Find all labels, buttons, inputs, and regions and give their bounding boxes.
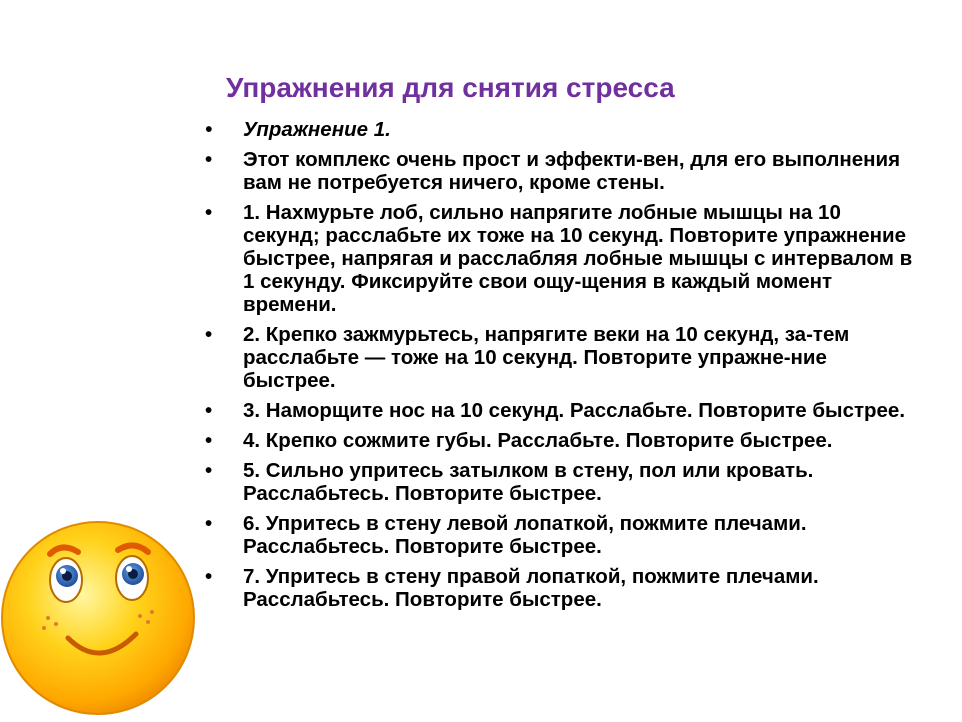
list-item: • 6. Упритесь в стену левой лопаткой, пожмите плечами. Расслабьтесь. Повторите быстрее. [205,512,920,558]
list-item: • 7. Упритесь в стену правой лопаткой, пожмите плечами. Расслабьтесь. Повторите быстрее. [205,565,920,611]
list-item: • Этот комплекс очень прост и эффекти-вен, для его выполнения вам не потребуется ничего, кроме стены. [205,148,920,194]
smiley-face-icon [0,510,200,722]
list-item: • 5. Сильно упритесь затылком в стену, пол или кровать. Расслабьтесь. Повторите быстрее. [205,459,920,505]
list-item: • 3. Наморщите нос на 10 секунд. Расслабьте. Повторите быстрее. [205,399,920,422]
list-item: • 4. Крепко сожмите губы. Расслабьте. Повторите быстрее. [205,429,920,452]
exercise-list [205,118,920,618]
slide-title: Упражнения для снятия стресса [226,72,675,103]
list-item: • 2. Крепко зажмурьтесь, напрягите веки на 10 секунд, за-тем расслабьте — тоже на 10 секунд. Повторите упражне-ние быстрее. [205,323,920,392]
list-item: • 1. Нахмурьте лоб, сильно напрягите лобные мышцы на 10 секунд; расслабьте их тоже на 10 секунд. Повторите упражнение быстрее, напрягая и расслабляя лобные мышцы с интервалом в 1 секунду. Фиксируйте свои ощу-щения в каждый момент времени. [205,201,920,316]
list-item: • Упражнение 1. [205,118,920,141]
